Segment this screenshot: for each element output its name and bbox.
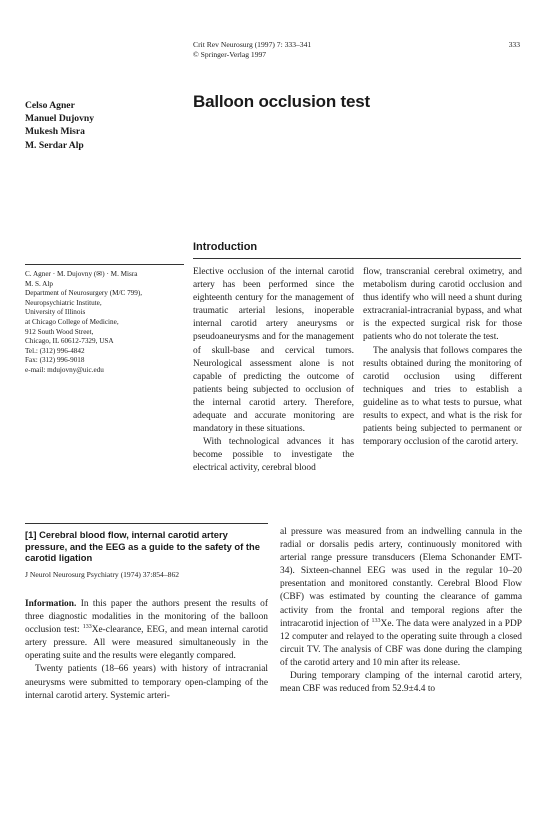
copyright: © Springer-Verlag 1997 — [193, 49, 267, 59]
paragraph: During temporary clamping of the internal carotid artery, mean CBF was reduced from 52.9±4.4 to — [280, 671, 522, 695]
info-text: In this paper the authors present the results of three diagnostic modalities in the monitoring of the balloon occlusion test: — [25, 599, 268, 636]
affiliation-line: Fax: (312) 996-9018 — [25, 356, 85, 365]
paragraph: With technological advances it has become possible to investigate the electrical activity, cerebral blood — [193, 437, 354, 474]
reference-column-right — [280, 526, 522, 696]
affiliation-line: M. S. Alp — [25, 279, 53, 288]
author-list — [25, 99, 94, 152]
body-text: Xe. The data were analyzed in a PDP 12 computer and relayed to the operating suite through a closed circuit TV. The analysis of CBF was done during the clamping of the carotid artery and 10 min after its release. — [280, 618, 523, 668]
intro-column-1 — [193, 266, 354, 476]
author: M. Serdar Alp — [25, 139, 84, 151]
affiliation-line: Chicago, IL 60612-7329, USA — [25, 337, 114, 346]
paragraph: Twenty patients (18–66 years) with history of intracranial aneurysms were submitted to temporary open-clamping of the internal carotid artery. Systemic arteri- — [25, 664, 268, 701]
intro-column-2 — [363, 266, 522, 449]
body-text: al pressure was measured from an indwelling cannula in the radial or dorsalis pedis artery, continuously monitored with arterial range pressure transducers (Elema Schonander EMT-34). Sixteen-channel EEG was used in the regular 10–20 presentation and monitored constantly. Cerebral Blood Flow (CBF) was estimated by counting the clearance of gamma activity from the frontal and temporal regions after the intracarotid injection of — [280, 527, 522, 629]
author: Mukesh Misra — [25, 126, 85, 138]
affiliation-line: 912 South Wood Street, — [25, 327, 94, 336]
affiliation-block — [25, 270, 187, 376]
affiliation-line: Department of Neurosurgery (M/C 799), — [25, 289, 143, 298]
affiliation-line: Tel.: (312) 996-4842 — [25, 346, 85, 355]
reference-column-left — [25, 598, 268, 703]
section-heading: Introduction — [193, 241, 258, 253]
reference-rule — [25, 523, 268, 524]
journal-citation: Crit Rev Neurosurg (1997) 7: 333–341 — [193, 40, 312, 49]
paragraph — [25, 598, 268, 663]
isotope-superscript: 133 — [82, 624, 92, 631]
section-rule — [193, 258, 521, 259]
info-text: Xe-clearance, EEG, and mean internal carotid artery pressure. All were measured simultaneously in the operating suite and the results were elegantly compared. — [25, 625, 268, 662]
info-label: Information. — [25, 599, 77, 609]
paragraph — [280, 526, 522, 670]
paragraph: Elective occlusion of the internal carotid artery has been performed since the eighteenth century for the management of traumatic arterial lesions, inoperable internal carotid artery aneurysms or pseudoaneurysms and for the management of skull-base and cervical tumors. Neurological assessment alone is not capable of predicting the outcome of patients being subjected to occlusion of the internal carotid artery. Therefore, adequate and accurate monitoring are mandatory in these situations. — [193, 267, 354, 435]
affiliation-rule — [25, 264, 184, 265]
reference-title — [25, 529, 270, 564]
affiliation-line: e-mail: mdujovny@uic.edu — [25, 365, 104, 374]
page-number: 333 — [508, 40, 520, 49]
author: Manuel Dujovny — [25, 113, 95, 125]
reference-number: [1] — [25, 529, 37, 540]
reference-title-text: Cerebral blood flow, internal carotid artery pressure, and the EEG as a guide to the safety of the carotid ligation — [25, 529, 260, 564]
affiliation-line: Neuropsychiatric Institute, — [25, 298, 102, 307]
running-header — [193, 40, 311, 59]
reference-citation: J Neurol Neurosurg Psychiatry (1974) 37:854–862 — [25, 570, 180, 579]
affiliation-line: University of Illinois — [25, 308, 86, 317]
author: Celso Agner — [25, 100, 75, 111]
article-title: Balloon occlusion test — [193, 92, 370, 111]
paragraph: The analysis that follows compares the results obtained during the monitoring of carotid occlusion using different techniques and tries to establish a guideline as to what tests to pursue, what results to expect, and what is the risk for patients being subjected to permanent or temporary occlusion of the carotid artery. — [363, 345, 522, 448]
affiliation-line: at Chicago College of Medicine, — [25, 317, 119, 326]
affiliation-line: C. Agner · M. Dujovny (✉) · M. Misra — [25, 270, 138, 278]
isotope-superscript: 133 — [371, 617, 381, 624]
paragraph: flow, transcranial cerebral oximetry, and metabolism during carotid occlusion and thus identify who will need a shunt during extracranial-intracranial bypass, and what is the expected surgical risk for those patients who do not tolerate the test. — [363, 267, 522, 343]
